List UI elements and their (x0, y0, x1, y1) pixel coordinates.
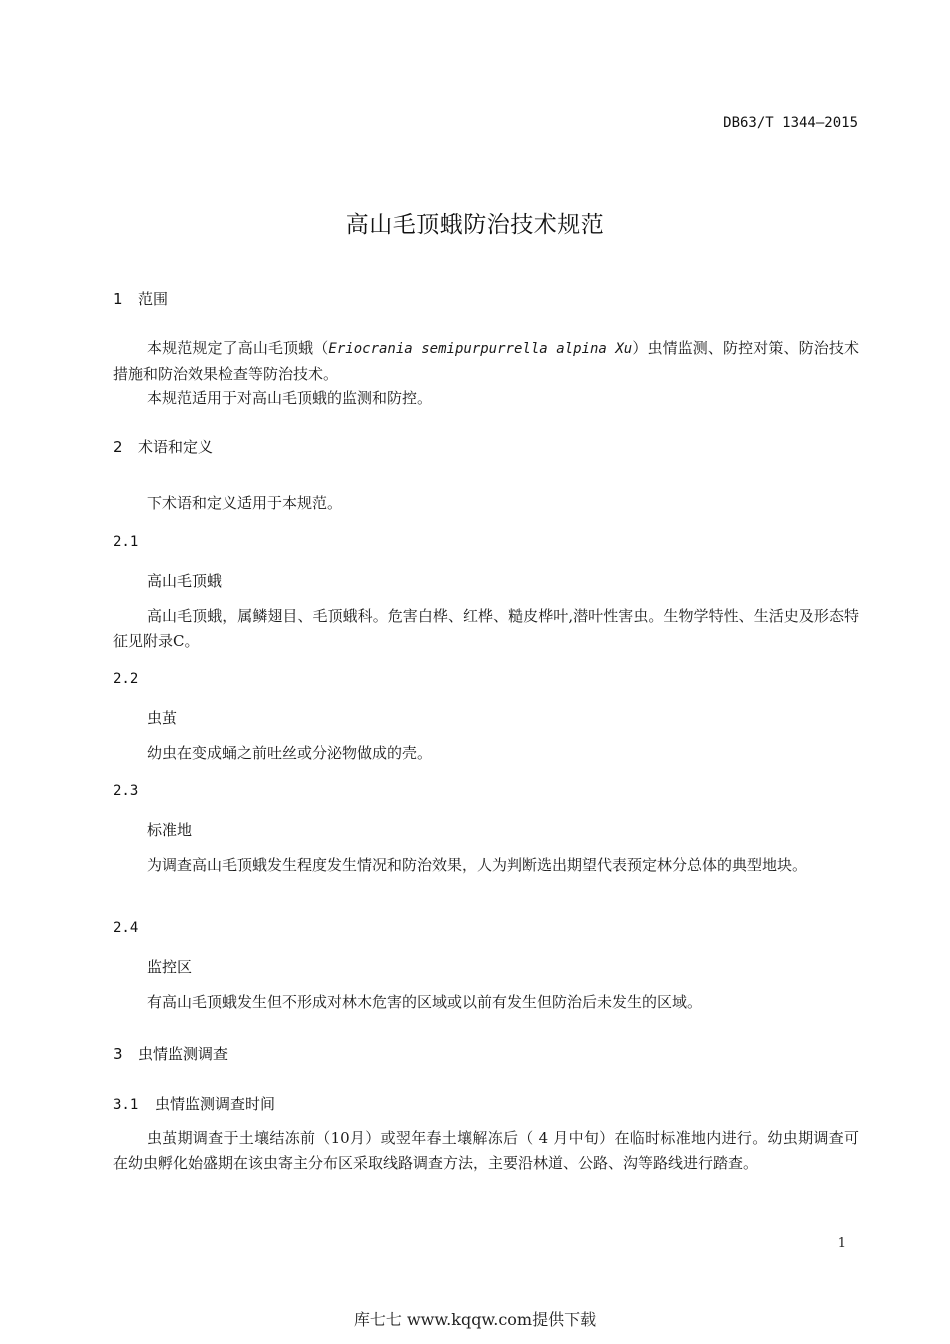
term-title: 虫茧 (147, 709, 178, 727)
subsection-title: 虫情监测调查时间 (155, 1095, 276, 1113)
clause-number: 2.4 (113, 920, 139, 936)
standard-code: DB63/T 1344—2015 (723, 115, 858, 131)
clause-number: 2.2 (113, 671, 139, 687)
page-number: 1 (837, 1236, 846, 1251)
clause-number: 2.3 (113, 783, 139, 799)
section-title: 术语和定义 (138, 438, 214, 456)
section-1-paragraph-1: 本规范规定了高山毛顶蛾（Eriocrania semipurpurrella alpina Xu）虫情监测、防控对策、防治技术措施和防治效果检查等防治技术。 (113, 339, 859, 383)
section-3-heading (113, 1043, 228, 1064)
subsection-3-1-heading (113, 1093, 275, 1114)
term-title: 标准地 (147, 821, 193, 839)
term-definition: 有高山毛顶蛾发生但不形成对林木危害的区域或以前有发生但防治后未发生的区域。 (147, 993, 703, 1011)
term-definition: 高山毛顶蛾，属鳞翅目、毛顶蛾科。危害白桦、红桦、糙皮桦叶,潜叶性害虫。生物学特性、生活史及形态特征见附录C。 (113, 607, 859, 650)
document-title: 高山毛顶蛾防治技术规范 (345, 212, 605, 238)
subsection-number: 3.1 (113, 1097, 139, 1113)
subsection-3-1-paragraph: 虫茧期调查于土壤结冻前（10月）或翌年春土壤解冻后（ 4 月中旬）在临时标准地内进行。幼虫期调查可在幼虫孵化始盛期在该虫寄主分布区采取线路调查方法，主要沿林道、公路、沟等路线进行踏查。 (113, 1129, 859, 1172)
section-2-heading (113, 436, 213, 457)
term-title: 高山毛顶蛾 (147, 572, 223, 590)
section-1-paragraph-2: 本规范适用于对高山毛顶蛾的监测和防控。 (147, 389, 433, 407)
term-title: 监控区 (147, 958, 193, 976)
download-footer: 库七七 www.kqqw.com提供下载 (353, 1310, 597, 1329)
term-definition: 幼虫在变成蛹之前吐丝或分泌物做成的壳。 (147, 744, 433, 762)
section-title: 虫情监测调查 (138, 1045, 229, 1063)
section-number: 1 (113, 290, 123, 308)
term-definition: 为调查高山毛顶蛾发生程度发生情况和防治效果，人为判断选出期望代表预定林分总体的典型地块。 (147, 856, 808, 874)
section-number: 3 (113, 1045, 123, 1063)
section-2-intro: 下术语和定义适用于本规范。 (147, 494, 343, 512)
section-title: 范围 (138, 290, 169, 308)
section-1-heading (113, 288, 168, 309)
clause-number: 2.1 (113, 534, 139, 550)
latin-name: Eriocrania semipurpurrella alpina Xu (328, 341, 633, 357)
section-number: 2 (113, 438, 123, 456)
